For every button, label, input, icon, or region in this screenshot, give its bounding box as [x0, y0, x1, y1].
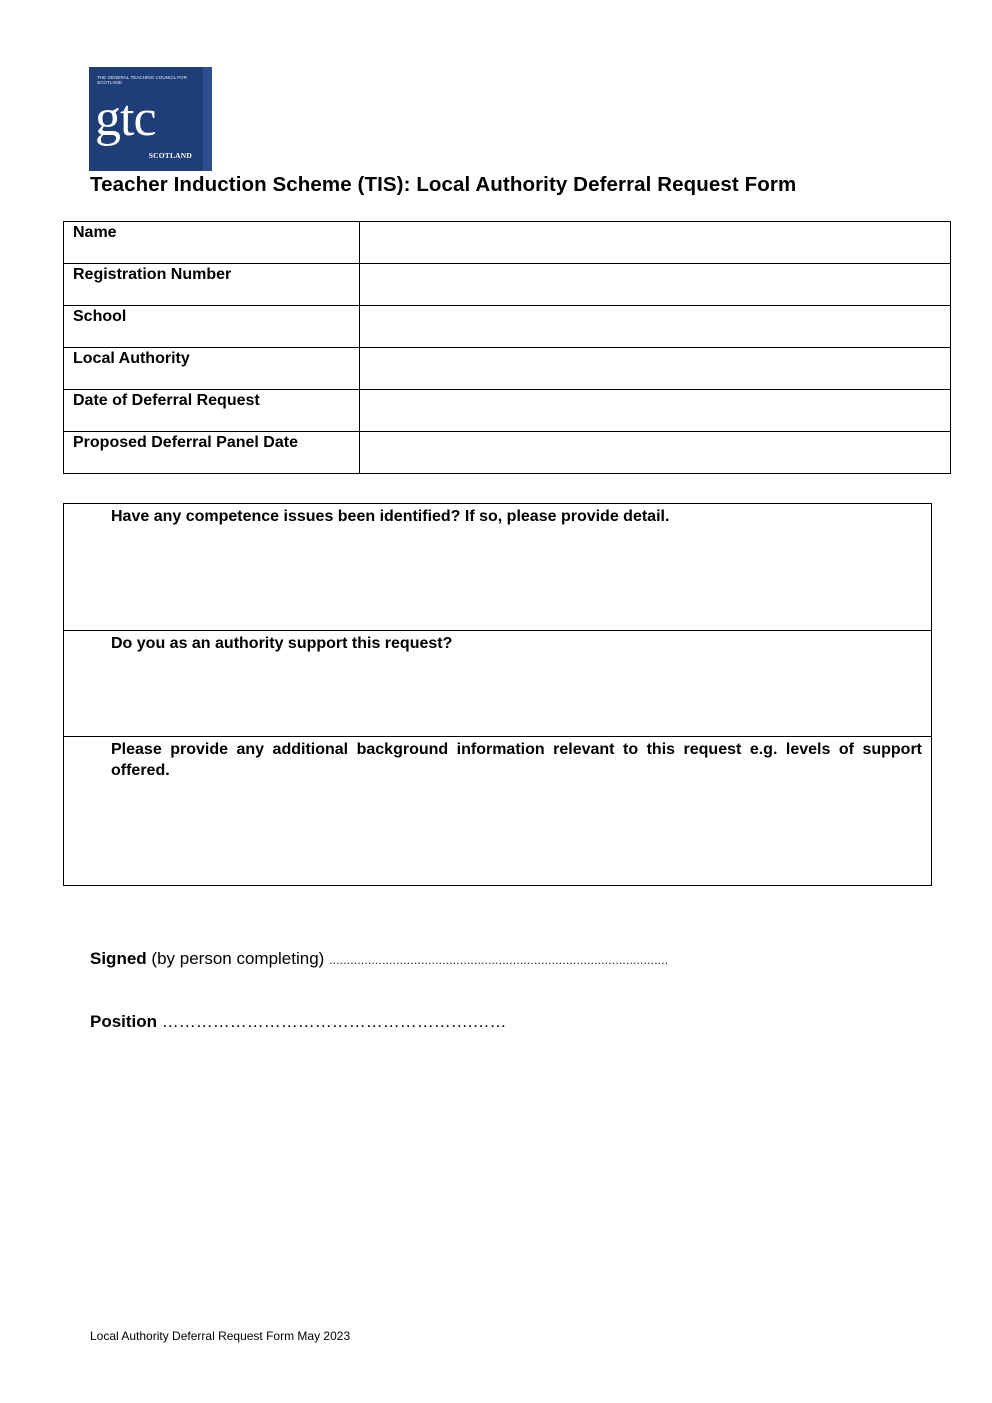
field-label-proposed-deferral-panel-date: Proposed Deferral Panel Date [64, 432, 360, 474]
details-table [63, 221, 951, 474]
local-authority-field[interactable] [360, 348, 951, 390]
name-field[interactable] [360, 222, 951, 264]
logo-mark: gtc [95, 90, 156, 147]
field-label-school: School [64, 306, 360, 348]
field-label-name: Name [64, 222, 360, 264]
authority-support-answer-box[interactable] [64, 631, 932, 737]
signed-label: Signed [90, 949, 147, 968]
signed-note: (by person completing) [151, 949, 325, 968]
logo-edge-stripe [203, 67, 212, 171]
question-background-information: Please provide any additional background information relevant to this request e.g. levels of support offered. [111, 741, 922, 779]
question-competence-issues: Have any competence issues been identified? If so, please provide detail. [111, 508, 670, 525]
signed-line [90, 949, 668, 969]
competence-issues-answer-box[interactable] [64, 504, 932, 631]
field-label-local-authority: Local Authority [64, 348, 360, 390]
registration-number-field[interactable] [360, 264, 951, 306]
signature-field[interactable]: ................................................................................................ [329, 953, 669, 967]
logo-council-text: THE GENERAL TEACHING COUNCIL FOR SCOTLAND [97, 75, 187, 86]
table-row [64, 390, 951, 432]
position-label: Position [90, 1012, 158, 1031]
field-label-registration-number: Registration Number [64, 264, 360, 306]
page-footer: Local Authority Deferral Request Form May 2023 [90, 1329, 351, 1343]
table-row [64, 504, 932, 631]
page-title: Teacher Induction Scheme (TIS): Local Authority Deferral Request Form [90, 173, 797, 196]
table-row [64, 306, 951, 348]
date-of-deferral-request-field[interactable] [360, 390, 951, 432]
position-field[interactable]: ……………………………………………….…… [161, 1012, 507, 1031]
background-information-answer-box[interactable] [64, 737, 932, 886]
gtc-logo [89, 67, 212, 171]
table-row [64, 737, 932, 886]
school-field[interactable] [360, 306, 951, 348]
table-row [64, 348, 951, 390]
questions-table [63, 503, 932, 886]
table-row [64, 264, 951, 306]
table-row [64, 631, 932, 737]
logo-country: SCOTLAND [148, 151, 192, 160]
position-line [90, 1012, 507, 1032]
table-row [64, 432, 951, 474]
table-row [64, 222, 951, 264]
field-label-date-of-deferral-request: Date of Deferral Request [64, 390, 360, 432]
proposed-deferral-panel-date-field[interactable] [360, 432, 951, 474]
question-authority-support: Do you as an authority support this request? [111, 635, 453, 652]
